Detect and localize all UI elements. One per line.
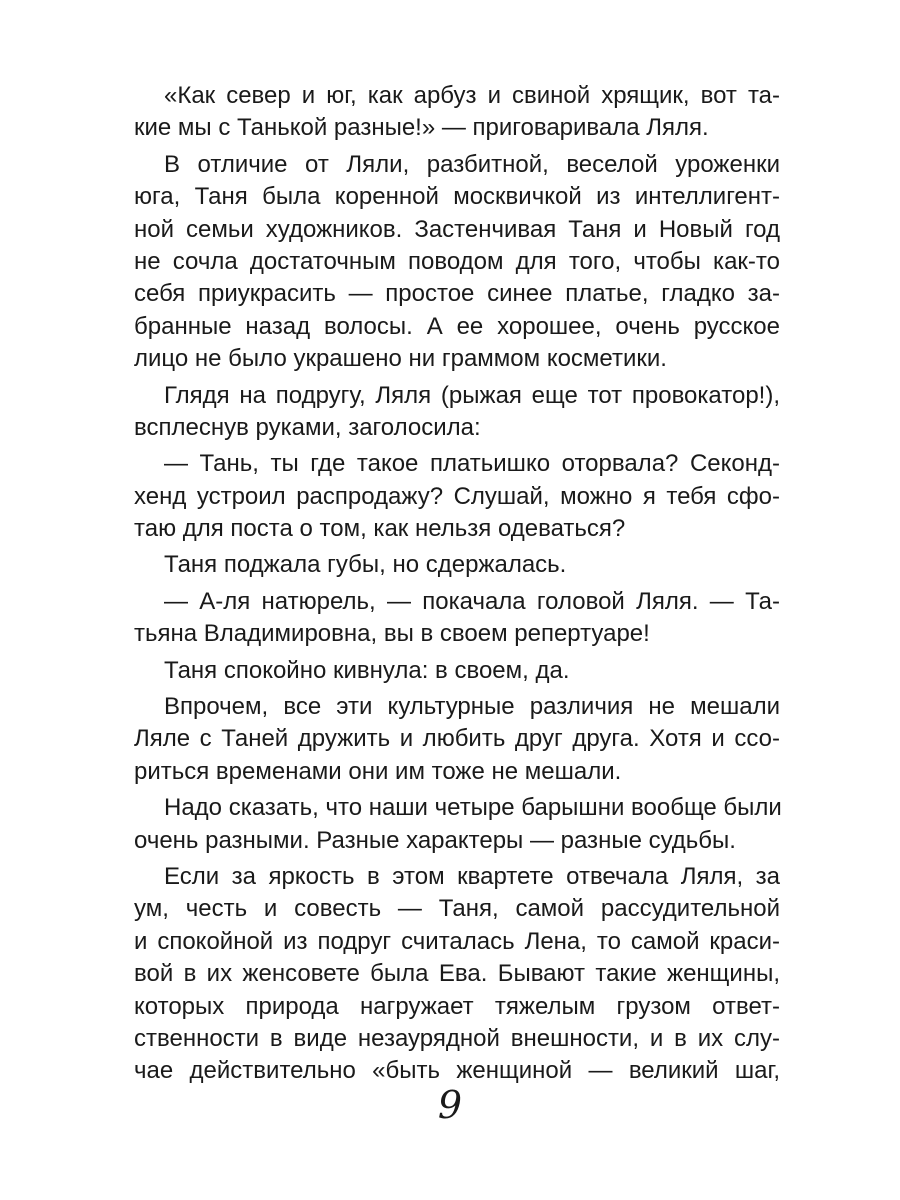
text-line: Если за яркость в этом квартете отвечала Ляля, за	[164, 862, 780, 890]
body-text	[134, 80, 780, 1092]
text-line: В отличие от Ляли, разбитной, веселой уроженки	[164, 150, 780, 178]
text-line: риться временами они им тоже не мешали.	[134, 757, 622, 785]
text-line: ной семьи художников. Застенчивая Таня и Новый год	[134, 215, 780, 243]
text-line: тьяна Владимировна, вы в своем репертуаре!	[134, 620, 650, 648]
text-line: таю для поста о том, как нельзя одеваться?	[134, 515, 626, 543]
text-line: и спокойной из подруг считалась Лена, то самой краси-	[134, 927, 780, 955]
paragraph	[134, 861, 780, 1088]
text-line: кие мы с Танькой разные!» — приговаривала Ляля.	[134, 114, 709, 142]
text-line: «Как север и юг, как арбуз и свиной хрящик, вот та-	[164, 82, 780, 109]
text-line: которых природа нагружает тяжелым грузом ответ-	[134, 992, 780, 1020]
paragraph	[134, 586, 780, 651]
text-line: Надо сказать, что наши четыре барышни вообще были	[164, 794, 782, 822]
text-line: юга, Таня была коренной москвичкой из интеллигент-	[134, 183, 780, 211]
text-line: всплеснув руками, заголосила:	[134, 413, 481, 441]
paragraph	[134, 691, 780, 788]
text-line: чае действительно «быть женщиной — великий шаг,	[134, 1057, 780, 1085]
paragraph	[134, 792, 780, 857]
text-line: бранные назад волосы. А ее хорошее, очень русское	[134, 312, 780, 340]
text-line: себя приукрасить — простое синее платье, гладко за-	[134, 280, 780, 308]
text-line: хенд устроил распродажу? Слушай, можно я тебя сфо-	[134, 482, 780, 510]
text-line: не сочла достаточным поводом для того, чтобы как-то	[134, 247, 780, 275]
paragraph	[134, 380, 780, 445]
text-line: ственности в виде незаурядной внешности, и в их слу-	[134, 1024, 780, 1052]
paragraph	[134, 448, 780, 545]
text-line: Ляле с Таней дружить и любить друг друга. Хотя и ссо-	[134, 725, 780, 753]
text-line: лицо не было украшено ни граммом косметики.	[134, 345, 667, 373]
text-line: — А-ля натюрель, — покачала головой Ляля. — Та-	[164, 587, 780, 615]
text-line: Впрочем, все эти культурные различия не мешали	[164, 693, 780, 721]
text-line: Глядя на подругу, Ляля (рыжая еще тот провокатор!),	[164, 381, 780, 409]
paragraph	[134, 80, 780, 145]
page-number: 9	[437, 1083, 463, 1127]
text-line: — Тань, ты где такое платьишко оторвала? Секонд-	[164, 450, 780, 478]
text-line: Таня поджала губы, но сдержалась.	[164, 551, 567, 579]
text-line: ум, честь и совесть — Таня, самой рассудительной	[134, 895, 780, 923]
text-line: Таня спокойно кивнула: в своем, да.	[164, 656, 570, 684]
paragraph	[134, 149, 780, 376]
paragraph	[134, 655, 780, 687]
paragraph	[134, 549, 780, 581]
text-line: вой в их женсовете была Ева. Бывают такие женщины,	[134, 960, 780, 988]
text-line: очень разными. Разные характеры — разные судьбы.	[134, 826, 736, 854]
